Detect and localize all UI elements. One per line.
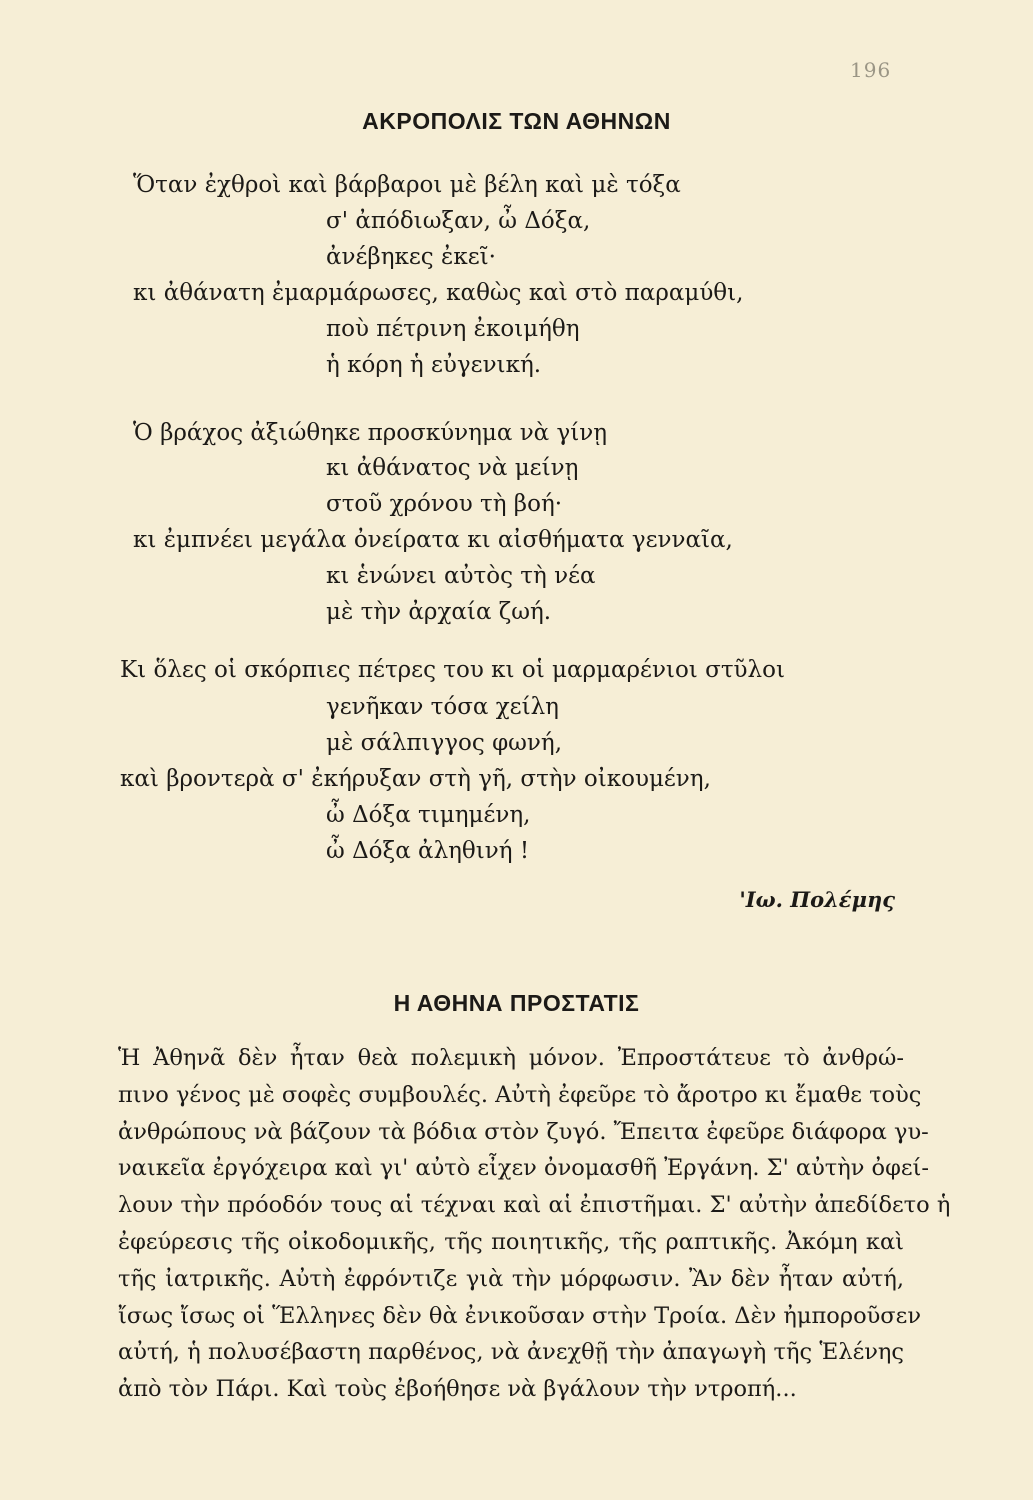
poem-line: κι ἀθάνατη ἐμαρμάρωσες, καθὼς καὶ στὸ παραμύθι,: [133, 280, 744, 306]
poem-line: καὶ βροντερὰ σ' ἐκήρυξαν στὴ γῆ, στὴν οἰκουμένη,: [120, 766, 711, 792]
poem-line: Ὅταν ἐχθροὶ καὶ βάρβαροι μὲ βέλη καὶ μὲ τόξα: [133, 172, 681, 198]
article-title: Η ΑΘΗΝΑ ΠΡΟΣΤΑΤΙΣ: [393, 990, 640, 1016]
article-line: αὐτή, ἡ πολυσέβαστη παρθένος, νὰ ἀνεχθῇ τὴν ἀπαγωγὴ τῆς Ἑλένης: [118, 1339, 904, 1366]
poem-line: στοῦ χρόνου τὴ βοή·: [326, 491, 563, 517]
page-number: 196: [850, 58, 892, 82]
poem-line: ἀνέβηκες ἐκεῖ·: [326, 244, 496, 270]
article-line: λουν τὴν πρόοδόν τους αἱ τέχναι καὶ αἱ ἐπιστῆμαι. Σ' αὐτὴν ἀπεδίδετο ἡ: [118, 1192, 951, 1219]
article-body: [118, 1040, 951, 1408]
article-line: ναικεῖα ἐργόχειρα καὶ γι' αὐτὸ εἶχεν ὀνομασθῆ Ἐργάνη. Σ' αὐτὴν ὀφεί-: [118, 1155, 929, 1182]
article-line: ἀνθρώπους νὰ βάζουν τὰ βόδια στὸν ζυγό. Ἔπειτα ἐφεῦρε διάφορα γυ-: [118, 1118, 929, 1145]
poem-line: γενῆκαν τόσα χείλη: [326, 694, 559, 720]
article-line: ἴσως ἴσως οἱ Ἕλληνες δὲν θὰ ἐνικοῦσαν στὴν Τροία. Δὲν ἠμποροῦσεν: [118, 1302, 921, 1329]
poem-line: ἡ κόρη ἡ εὐγενική.: [326, 352, 542, 378]
article-line: πινο γένος μὲ σοφὲς συμβουλές. Αὐτὴ ἐφεῦρε τὸ ἄροτρο κι ἔμαθε τοὺς: [118, 1081, 922, 1108]
poem-line: σ' ἀπόδιωξαν, ὦ Δόξα,: [326, 208, 591, 234]
poem-author: 'Ιω. Πολέμης: [739, 887, 895, 912]
article-line: ἀπὸ τὸν Πάρι. Καὶ τοὺς ἐβοήθησε νὰ βγάλουν τὴν ντροπή...: [118, 1376, 797, 1403]
poem-line: ποὺ πέτρινη ἐκοιμήθη: [326, 316, 580, 342]
poem-line: Κι ὅλες οἱ σκόρπιες πέτρες του κι οἱ μαρμαρένιοι στῦλοι: [120, 657, 785, 683]
article-line: ἐφεύρεσις τῆς οἰκοδομικῆς, τῆς ποιητικῆς, τῆς ραπτικῆς. Ἀκόμη καὶ: [118, 1228, 904, 1255]
poem-line: μὲ τὴν ἀρχαία ζωή.: [326, 599, 552, 625]
poem-title: ΑΚΡΟΠΟΛΙΣ ΤΩΝ ΑΘΗΝΩΝ: [362, 108, 671, 134]
poem-line: μὲ σάλπιγγος φωνή,: [326, 730, 563, 756]
poem-line: ὦ Δόξα τιμημένη,: [326, 802, 531, 828]
poem-line: κι ἀθάνατος νὰ μείνῃ: [326, 455, 579, 481]
article-line: Ἡ Ἀθηνᾶ δὲν ἦταν θεὰ πολεμικὴ μόνον. Ἐπροστάτευε τὸ ἀνθρώ-: [118, 1045, 904, 1071]
poem-line: κι ἐμπνέει μεγάλα ὀνείρατα κι αἰσθήματα γενναῖα,: [133, 527, 733, 553]
article-line: τῆς ἰατρικῆς. Αὐτὴ ἐφρόντιζε γιὰ τὴν μόρφωσιν. Ἂν δὲν ἦταν αὐτή,: [118, 1265, 904, 1292]
poem-line: Ὁ βράχος ἀξιώθηκε προσκύνημα νὰ γίνῃ: [133, 420, 608, 446]
poem-line: ὦ Δόξα ἀληθινή !: [326, 838, 530, 864]
poem-line: κι ἑνώνει αὐτὸς τὴ νέα: [326, 563, 596, 589]
